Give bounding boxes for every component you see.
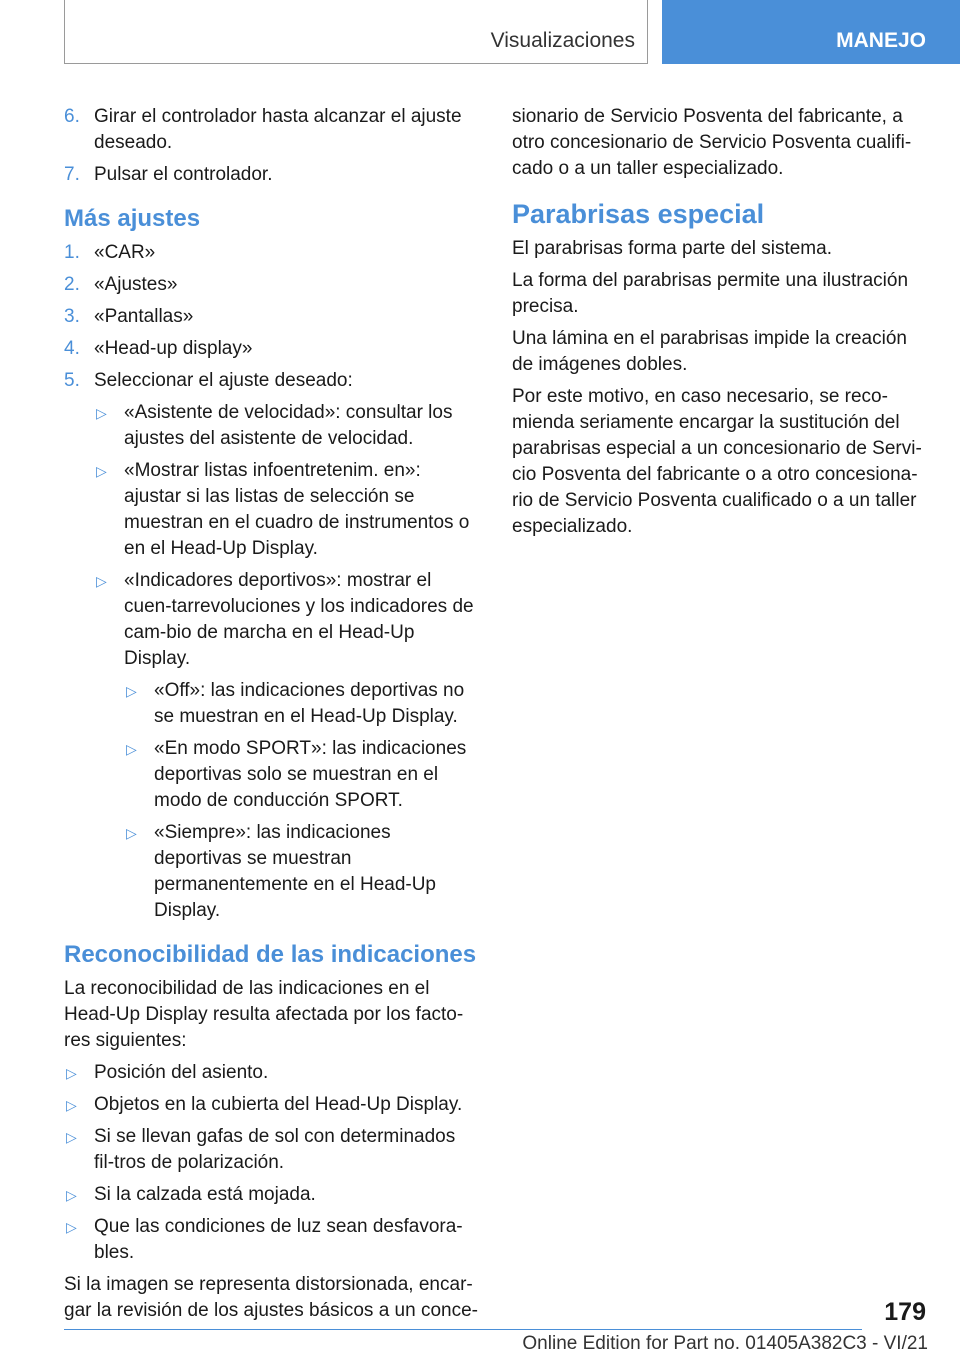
bullet-triangle-icon: ▷ (96, 405, 107, 421)
sub-option-item (124, 820, 480, 924)
bullet-triangle-icon: ▷ (126, 683, 137, 699)
step-number: 7. (64, 164, 80, 185)
option-text: «Mostrar listas infoentretenim. en»: ajustar si las listas de selección se muestran en el cuadro de instrumentos o en el Head-Up Display. (124, 460, 470, 559)
step-item (64, 336, 480, 362)
sub-option-text: «Off»: las indicaciones deportivas no se muestran en el Head-Up Display. (154, 680, 465, 727)
step-item (64, 240, 480, 266)
bullet-triangle-icon: ▷ (96, 573, 107, 589)
step-item (64, 304, 480, 330)
paragraph: Una lámina en el parabrisas impide la creación de imágenes dobles. (512, 328, 907, 375)
edition-text: Online Edition for Part no. 01405A382C3 - VI/21 (522, 1333, 928, 1354)
bullet-triangle-icon: ▷ (126, 825, 137, 841)
paragraph-intro: La reconocibilidad de las indicaciones en el Head-Up Display resulta afectada por los facto-res siguientes: (64, 978, 464, 1051)
option-item (94, 458, 480, 562)
step-item (64, 272, 480, 298)
option-item (94, 400, 480, 452)
step-text: «Ajustes» (94, 274, 178, 295)
bullet-triangle-icon: ▷ (66, 1187, 77, 1203)
bullet-text: Objetos en la cubierta del Head-Up Display. (94, 1094, 463, 1115)
bullet-triangle-icon: ▷ (66, 1065, 77, 1081)
step-text: Pulsar el controlador. (94, 164, 273, 185)
step-item (64, 368, 480, 394)
bullet-item (64, 1214, 480, 1266)
bullet-text: Que las condiciones de luz sean desfavora-bles. (94, 1216, 463, 1263)
bullet-triangle-icon: ▷ (66, 1097, 77, 1113)
bullet-triangle-icon: ▷ (66, 1219, 77, 1235)
sub-option-list (94, 678, 480, 924)
option-list (64, 400, 480, 924)
step-text: Seleccionar el ajuste deseado: (94, 370, 353, 391)
bullet-triangle-icon: ▷ (126, 741, 137, 757)
step-number: 3. (64, 306, 80, 327)
paragraph: Por este motivo, en caso necesario, se reco-mienda seriamente encargar la sustitución del parabrisas especial a un concesionario de Servi-cio Posventa del fabricante o a otro concesiona-rio de Servicio Posventa cualificado o a un taller especializado. (512, 386, 922, 537)
page-number: 179 (884, 1298, 926, 1326)
step-text: «Pantallas» (94, 306, 194, 327)
step-text: «Head-up display» (94, 338, 253, 359)
header-section-box (64, 0, 648, 64)
sub-option-text: «Siempre»: las indicaciones deportivas se muestran permanentemente en el Head-Up Display. (154, 822, 437, 921)
sub-option-text: «En modo SPORT»: las indicaciones deportivas solo se muestran en el modo de conducción SPORT. (154, 738, 467, 811)
heading-parabrisas: Parabrisas especial (512, 199, 765, 229)
step-number: 1. (64, 242, 80, 263)
option-text: «Asistente de velocidad»: consultar los ajustes del asistente de velocidad. (124, 402, 453, 449)
option-item (94, 568, 480, 672)
bullet-text: Posición del asiento. (94, 1062, 269, 1083)
step-number: 5. (64, 370, 80, 391)
bullet-text: Si la calzada está mojada. (94, 1184, 316, 1205)
bullet-triangle-icon: ▷ (66, 1129, 77, 1145)
chapter-tab (662, 0, 960, 64)
bullet-item (64, 1060, 480, 1086)
bullet-item (64, 1182, 480, 1208)
step-number: 2. (64, 274, 80, 295)
bullet-item (64, 1092, 480, 1118)
step-number: 4. (64, 338, 80, 359)
paragraph: La forma del parabrisas permite una ilustración precisa. (512, 270, 909, 317)
left-column (64, 104, 480, 1330)
bullet-item (64, 1124, 480, 1176)
bullet-triangle-icon: ▷ (96, 463, 107, 479)
section-title: Visualizaciones (490, 29, 635, 52)
paragraph: El parabrisas forma parte del sistema. (512, 238, 832, 259)
heading-reconocibilidad: Reconocibilidad de las indicaciones (64, 941, 477, 968)
footer-divider (64, 1329, 862, 1330)
step-text: «CAR» (94, 242, 156, 263)
step-number: 6. (64, 106, 80, 127)
right-column (512, 104, 928, 546)
option-text: «Indicadores deportivos»: mostrar el cuen-tarrevoluciones y los indicadores de cam-bio de marcha en el Head-Up Display. (124, 570, 474, 669)
bullet-text: Si se llevan gafas de sol con determinados fil-tros de polarización. (94, 1126, 456, 1173)
chapter-title: MANEJO (836, 29, 926, 52)
paragraph-outro: Si la imagen se representa distorsionada, encar-gar la revisión de los ajustes básicos a un conce- (64, 1274, 479, 1321)
sub-option-item (124, 678, 480, 730)
paragraph-continuation: sionario de Servicio Posventa del fabricante, a otro concesionario de Servicio Posventa cualifi-cado o a un taller especializado. (512, 106, 912, 179)
step-text: Girar el controlador hasta alcanzar el ajuste deseado. (94, 106, 462, 153)
step-item (64, 104, 480, 156)
heading-mas-ajustes: Más ajustes (64, 205, 201, 232)
step-item (64, 162, 480, 188)
sub-option-item (124, 736, 480, 814)
